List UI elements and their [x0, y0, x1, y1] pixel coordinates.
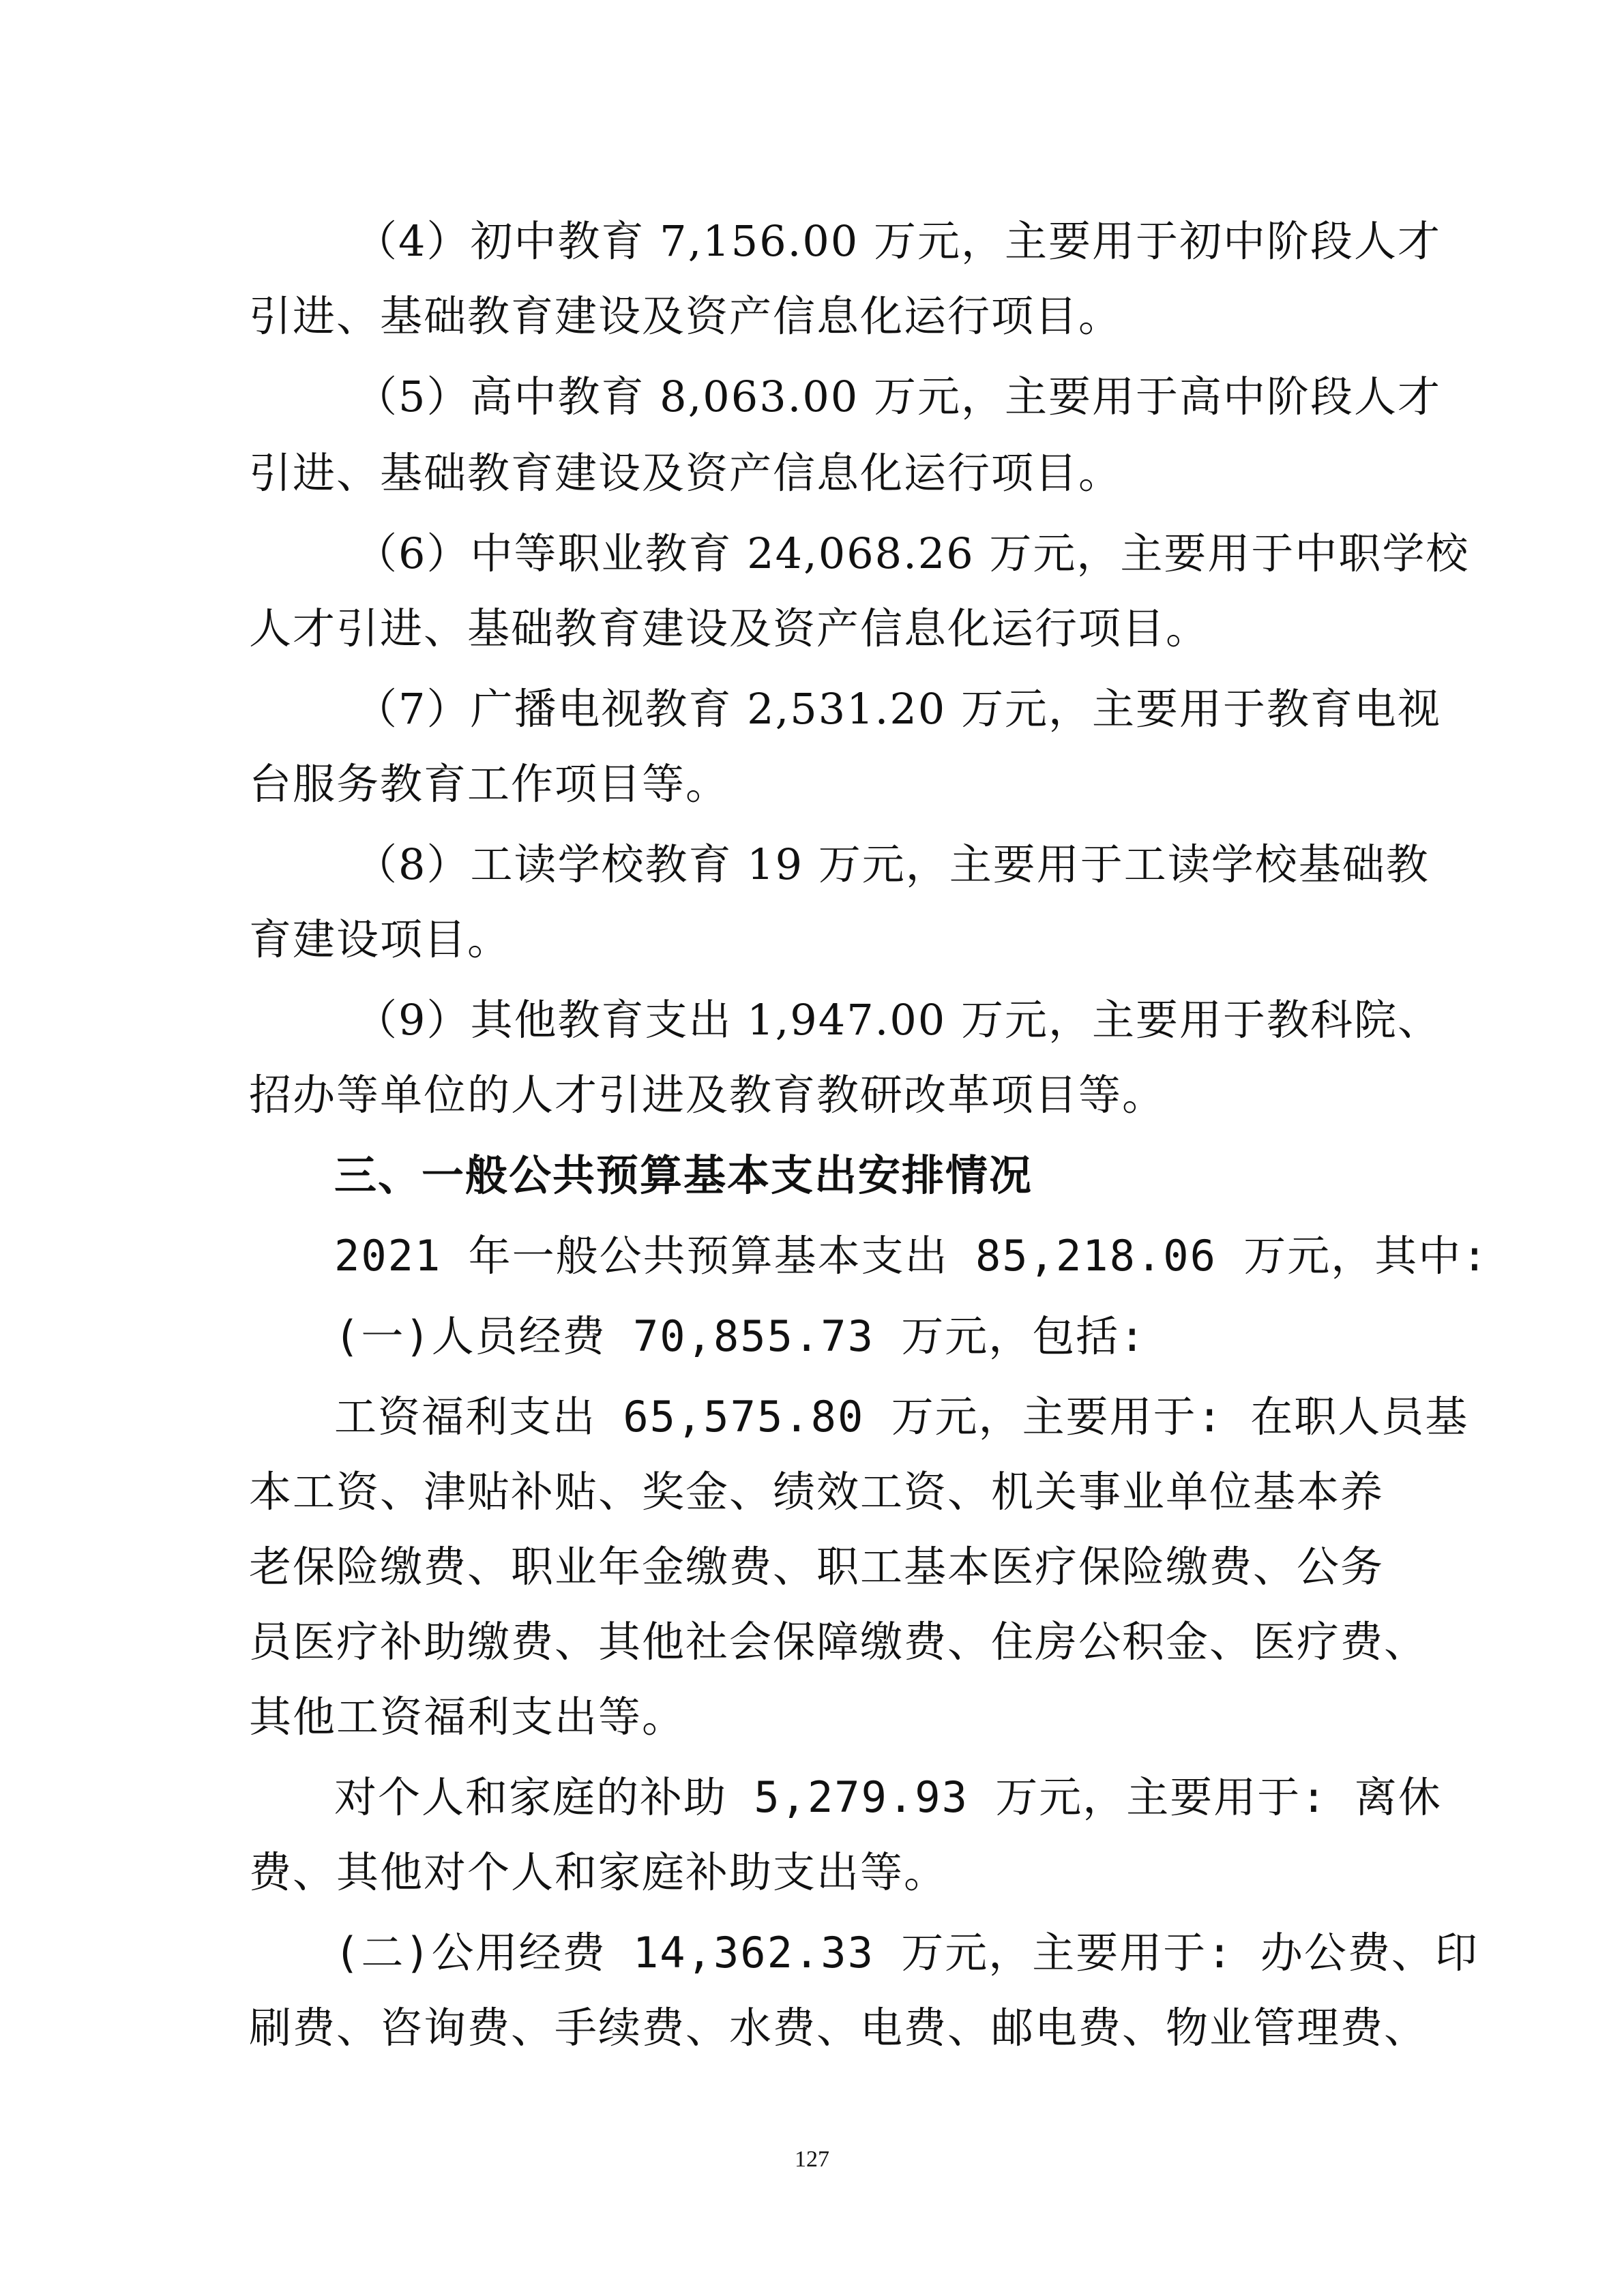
paragraph-line: [0, 979, 1624, 1061]
line-text: 本工资、津贴补贴、奖金、绩效工资、机关事业单位基本养: [249, 1467, 1385, 1517]
line-text: （6）中等职业教育 24,068.26 万元，主要用于中职学校: [355, 528, 1470, 578]
line-text: （8）工读学校教育 19 万元，主要用于工读学校基础教: [355, 839, 1430, 889]
line-text: 刷费、咨询费、手续费、水费、电费、邮电费、物业管理费、: [249, 2003, 1428, 2053]
line-text: 2021 年一般公共预算基本支出 85,218.06 万元，其中:: [334, 1231, 1489, 1281]
paragraph-line: [0, 1215, 1624, 1297]
line-text: 引进、基础教育建设及资产信息化运行项目。: [249, 291, 1123, 341]
paragraph-line: [0, 899, 1624, 981]
line-text: （9）其他教育支出 1,947.00 万元，主要用于教科院、: [355, 995, 1441, 1045]
paragraph-line: [0, 356, 1624, 438]
paragraph-line: [0, 1987, 1624, 2069]
paragraph-line: [0, 1296, 1624, 1377]
paragraph-line: [0, 668, 1624, 750]
paragraph-line: [0, 1054, 1624, 1136]
line-text: （5）高中教育 8,063.00 万元，主要用于高中阶段人才: [355, 372, 1441, 421]
line-text: 招办等单位的人才引进及教育教研改革项目等。: [249, 1070, 1166, 1120]
line-text: 对个人和家庭的补助 5,279.93 万元，主要用于: 离休: [334, 1772, 1442, 1822]
paragraph-line: [0, 588, 1624, 670]
paragraph-line: [0, 1451, 1624, 1533]
paragraph-line: [0, 1526, 1624, 1608]
paragraph-line: [0, 824, 1624, 906]
line-text: 老保险缴费、职业年金缴费、职工基本医疗保险缴费、公务: [249, 1542, 1385, 1592]
line-text: 人才引进、基础教育建设及资产信息化运行项目。: [249, 603, 1210, 653]
line-text: （4）初中教育 7,156.00 万元，主要用于初中阶段人才: [355, 216, 1441, 266]
section-heading: [0, 1135, 1624, 1217]
heading-text: 三、一般公共预算基本支出安排情况: [334, 1150, 1033, 1200]
paragraph-line: [0, 1376, 1624, 1458]
line-text: 费、其他对个人和家庭补助支出等。: [249, 1847, 948, 1897]
line-text: (二)公用经费 14,362.33 万元，主要用于: 办公费、印: [334, 1928, 1479, 1978]
line-text: 工资福利支出 65,575.80 万元，主要用于: 在职人员基: [334, 1392, 1469, 1442]
line-text: （7）广播电视教育 2,531.20 万元，主要用于教育电视: [355, 684, 1441, 734]
paragraph-line: [0, 1757, 1624, 1838]
paragraph-line: [0, 1912, 1624, 1994]
paragraph-line: [0, 1832, 1624, 1913]
paragraph-line: [0, 743, 1624, 825]
paragraph-line: [0, 513, 1624, 595]
paragraph-line: [0, 1601, 1624, 1683]
paragraph-line: [0, 275, 1624, 357]
line-text: 员医疗补助缴费、其他社会保障缴费、住房公积金、医疗费、: [249, 1617, 1428, 1667]
paragraph-line: [0, 200, 1624, 282]
line-text: 其他工资福利支出等。: [249, 1692, 686, 1742]
line-text: 育建设项目。: [249, 914, 512, 964]
paragraph-line: [0, 1676, 1624, 1758]
paragraph-line: [0, 432, 1624, 514]
line-text: 台服务教育工作项目等。: [249, 759, 730, 809]
page-number: 127: [795, 2147, 829, 2172]
line-text: (一)人员经费 70,855.73 万元，包括:: [334, 1311, 1147, 1361]
line-text: 引进、基础教育建设及资产信息化运行项目。: [249, 448, 1123, 498]
